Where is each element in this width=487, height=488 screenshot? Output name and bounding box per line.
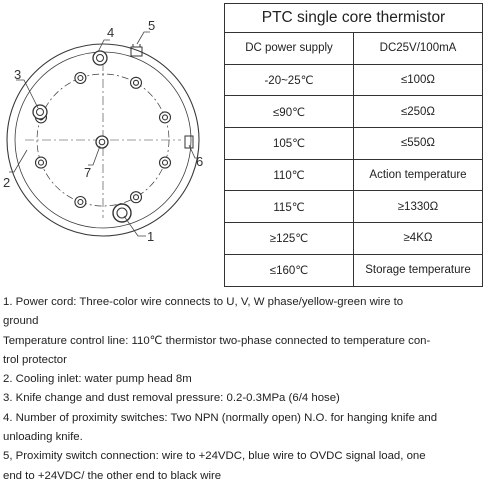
note-line: Temperature control line: 110℃ thermistor two-phase connected to temperature con- [3,334,431,347]
resistance-cell: Action temperature [354,159,483,191]
temperature-cell: 105℃ [225,128,354,160]
temperature-cell: -20~25℃ [225,64,354,96]
resistance-cell: ≥1330Ω [354,191,483,223]
note-line: unloading knife. [3,431,83,444]
resistance-cell: ≤550Ω [354,128,483,160]
callout-1: 1 [147,229,155,244]
temperature-cell: 115℃ [225,191,354,223]
callout-5: 5 [148,18,156,33]
callout-4: 4 [107,25,115,40]
resistance-cell: ≤100Ω [354,64,483,96]
temperature-cell: ≤90℃ [225,96,354,128]
table-row [225,64,483,96]
bolt-hole [36,157,47,168]
leader-7 [88,146,100,165]
temperature-cell: ≥125℃ [225,223,354,255]
table-row [225,128,483,160]
note-line: 1. Power cord: Three-color wire connects to U, V, W phase/yellow-green wire to [3,296,404,308]
callout-7: 7 [84,165,92,180]
note-line: 5, Proximity switch connection: wire to +24VDC, blue wire to OVDC signal load, one [3,450,426,463]
bolt-hole [75,197,86,208]
leader-5 [137,32,150,44]
note-line: 4. Number of proximity switches: Two NPN (normally open) N.O. for hanging knife and [3,411,438,424]
bolt-hole [160,157,171,168]
table-row [225,223,483,255]
callout-6: 6 [196,154,204,169]
port-cooling-inlet [33,105,47,119]
note-line: ground [3,315,39,328]
bolt-hole [75,73,86,84]
temperature-cell: ≤160℃ [225,254,354,286]
port-top-fitting [93,51,107,65]
bolt-hole [160,112,171,123]
table-row [225,159,483,191]
table-row [225,191,483,223]
note-line: end to +24VDC/ the other end to black wire [3,469,222,482]
resistance-cell: Storage temperature [354,254,483,286]
resistance-cell: ≥4KΩ [354,223,483,255]
note-line: trol protector [3,353,67,366]
center-hub [96,136,108,148]
callout-3: 3 [14,67,22,82]
callout-2: 2 [3,175,11,190]
table-row [225,254,483,286]
motor-end-view-drawing [0,0,224,282]
table-header-right: DC25V/100mA [354,33,483,65]
ptc-spec-table [224,3,483,287]
temperature-cell: 110℃ [225,159,354,191]
bolt-hole [131,192,142,203]
note-line: 2. Cooling inlet: water pump head 8m [3,373,192,386]
table-row [225,96,483,128]
note-line: 3. Knife change and dust removal pressure: 0.2-0.3MPa (6/4 hose) [3,392,340,405]
spec-notes [3,293,485,486]
leader-4 [98,40,110,52]
bolt-hole [131,77,142,88]
table-header-left: DC power supply [225,33,354,65]
table-title: PTC single core thermistor [225,4,483,33]
resistance-cell: ≤250Ω [354,96,483,128]
port-power-cord [113,204,131,222]
side-fitting [185,136,193,148]
